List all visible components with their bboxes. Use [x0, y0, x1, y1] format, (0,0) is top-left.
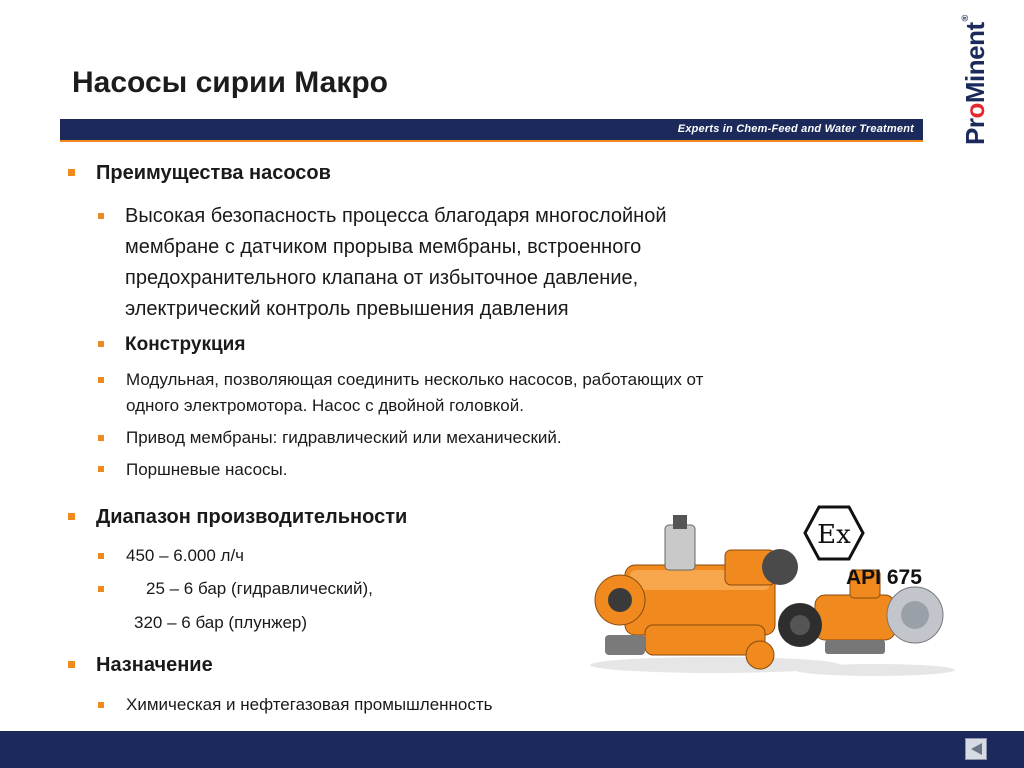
header-divider [60, 140, 923, 142]
capacity-pressure-plunger: 320 – 6 бар (плунжер) [134, 613, 308, 632]
capacity-pressure-hydraulic: 25 – 6 бар (гидравлический), [146, 579, 373, 598]
bullet-icon [68, 513, 75, 520]
bullet-icon [68, 661, 75, 668]
footer-bar [0, 731, 1024, 768]
construction-item-piston: Поршневые насосы. [126, 460, 288, 479]
bullet-icon [98, 466, 104, 472]
bullet-icon [98, 435, 104, 441]
text-line: электрический контроль превышения давления [125, 298, 569, 320]
section-heading-advantages: Преимущества насосов [96, 162, 331, 184]
header-bar [60, 119, 923, 140]
tagline: Experts in Chem-Feed and Water Treatment [677, 123, 914, 135]
ex-symbol-text: Ex [817, 520, 851, 550]
bullet-icon [98, 377, 104, 383]
construction-item-drive: Привод мембраны: гидравлический или механический. [126, 428, 562, 447]
bullet-icon [98, 553, 104, 559]
construction-item-modular [126, 367, 703, 419]
logo-part-2: Minent [960, 22, 990, 104]
pump-photo [585, 515, 955, 680]
logo-part-o: o [960, 103, 990, 119]
api-675-label: API 675 [846, 566, 922, 589]
section-heading-capacity: Диапазон производительности [96, 506, 408, 528]
logo-part-1: Pr [960, 118, 990, 145]
bullet-icon [98, 702, 104, 708]
text-line: Высокая безопасность процесса благодаря многослойной [125, 205, 667, 227]
text-line: предохранительного клапана от избыточное давление, [125, 267, 639, 289]
prominent-logo [960, 15, 991, 145]
text-line: одного электромотора. Насос с двойной головкой. [126, 396, 524, 415]
ex-hazard-icon [803, 505, 865, 561]
purpose-item: Химическая и нефтегазовая промышленность [126, 695, 493, 714]
subheading-construction: Конструкция [125, 334, 246, 355]
back-nav-button[interactable] [965, 738, 987, 760]
back-arrow-icon [969, 742, 983, 756]
capacity-flow: 450 – 6.000 л/ч [126, 546, 245, 565]
logo-registered-mark: ® [960, 15, 970, 22]
text-line: мембране с датчиком прорыва мембраны, встроенного [125, 236, 642, 258]
bullet-icon [98, 586, 104, 592]
advantage-item-safety [125, 201, 667, 325]
bullet-icon [98, 213, 104, 219]
bullet-icon [68, 169, 75, 176]
page-title: Насосы сирии Макро [72, 66, 388, 99]
text-line: Модульная, позволяющая соединить несколько насосов, работающих от [126, 370, 704, 389]
section-heading-purpose: Назначение [96, 654, 213, 676]
bullet-icon [98, 341, 104, 347]
